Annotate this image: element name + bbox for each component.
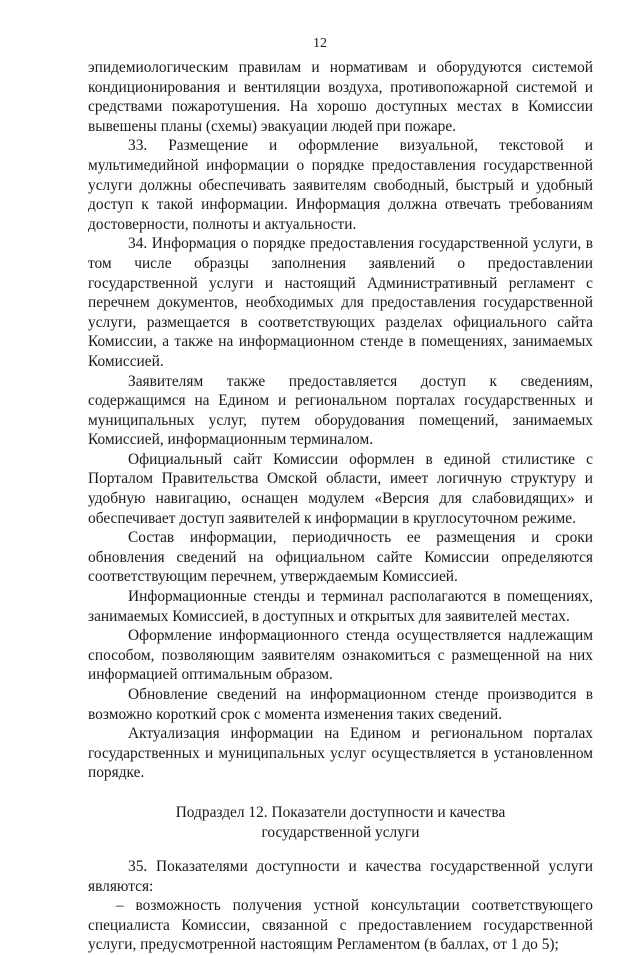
paragraph-stand-update: Обновление сведений на информационном стенде производится в возможно короткий срок с момента изменения таких сведений. [88, 686, 593, 723]
paragraph-33: 33. Размещение и оформление визуальной, текстовой и мультимедийной информации о порядке предоставления государственной услуги должны обеспечивать заявителям свободный, быстрый и удобный доступ к такой информации. Информация должна отвечать требованиям достоверности, полноты и актуальности. [88, 137, 593, 233]
paragraph-portal-access: Заявителям также предоставляется доступ к сведениям, содержащимся на Едином и региональном порталах государственных и муниципальных услуг, путем оборудования помещений, занимаемых Комиссией, информационным терминалом. [88, 372, 593, 449]
section-heading-line-1: Подраздел 12. Показатели доступности и качества [175, 803, 506, 821]
list-item: – возможность получения устной консультации соответствующего специалиста Комиссии, связанной с предоставлением государственной услуги, предусмотренной настоящим Регламентом (в баллах, от 1 до 5); [88, 897, 593, 954]
page-number: 12 [313, 36, 327, 51]
section-heading-line-2: государственной услуги [261, 823, 420, 841]
paragraph-info-composition: Состав информации, периодичность ее размещения и сроки обновления сведений на официальном сайте Комиссии определяются соответствующим перечнем, утверждаемым Комиссией. [88, 529, 593, 586]
paragraph-official-site: Официальный сайт Комиссии оформлен в единой стилистике с Порталом Правительства Омской области, имеет логичную структуру и удобную навигацию, оснащен модулем «Версия для слабовидящих» и обеспечивает доступ заявителей к информации в круглосуточном режиме. [88, 450, 593, 527]
document-body [88, 58, 593, 955]
paragraph-34: 34. Информация о порядке предоставления государственной услуги, в том числе образцы заполнения заявлений о предоставлении государственной услуги и настоящий Административный регламент с перечнем документов, необходимых для предоставления государственной услуги, размещается в соответствующих разделах официального сайта Комиссии, а также на информационном стенде в помещениях, занимаемых Комиссией. [88, 235, 593, 370]
section-heading [88, 803, 593, 843]
paragraph-info-stands: Информационные стенды и терминал располагаются в помещениях, занимаемых Комиссией, в доступных и открытых для заявителей местах. [88, 588, 593, 625]
paragraph-stand-design: Оформление информационного стенда осуществляется надлежащим способом, позволяющим заявителям ознакомиться с размещенной на них информацией оптимальным образом. [88, 627, 593, 684]
paragraph-35: 35. Показателями доступности и качества государственной услуги являются: [88, 857, 593, 895]
paragraph-continuation: эпидемиологическим правилам и нормативам и оборудуются системой кондиционирования и вентиляции воздуха, противопожарной системой и средствами пожаротушения. На хорошо доступных местах в Комиссии вывешены планы (схемы) эвакуации людей при пожаре. [88, 59, 593, 135]
paragraph-portal-update: Актуализация информации на Едином и региональном порталах государственных и муниципальных услуг осуществляется в установленном порядке. [88, 725, 593, 782]
